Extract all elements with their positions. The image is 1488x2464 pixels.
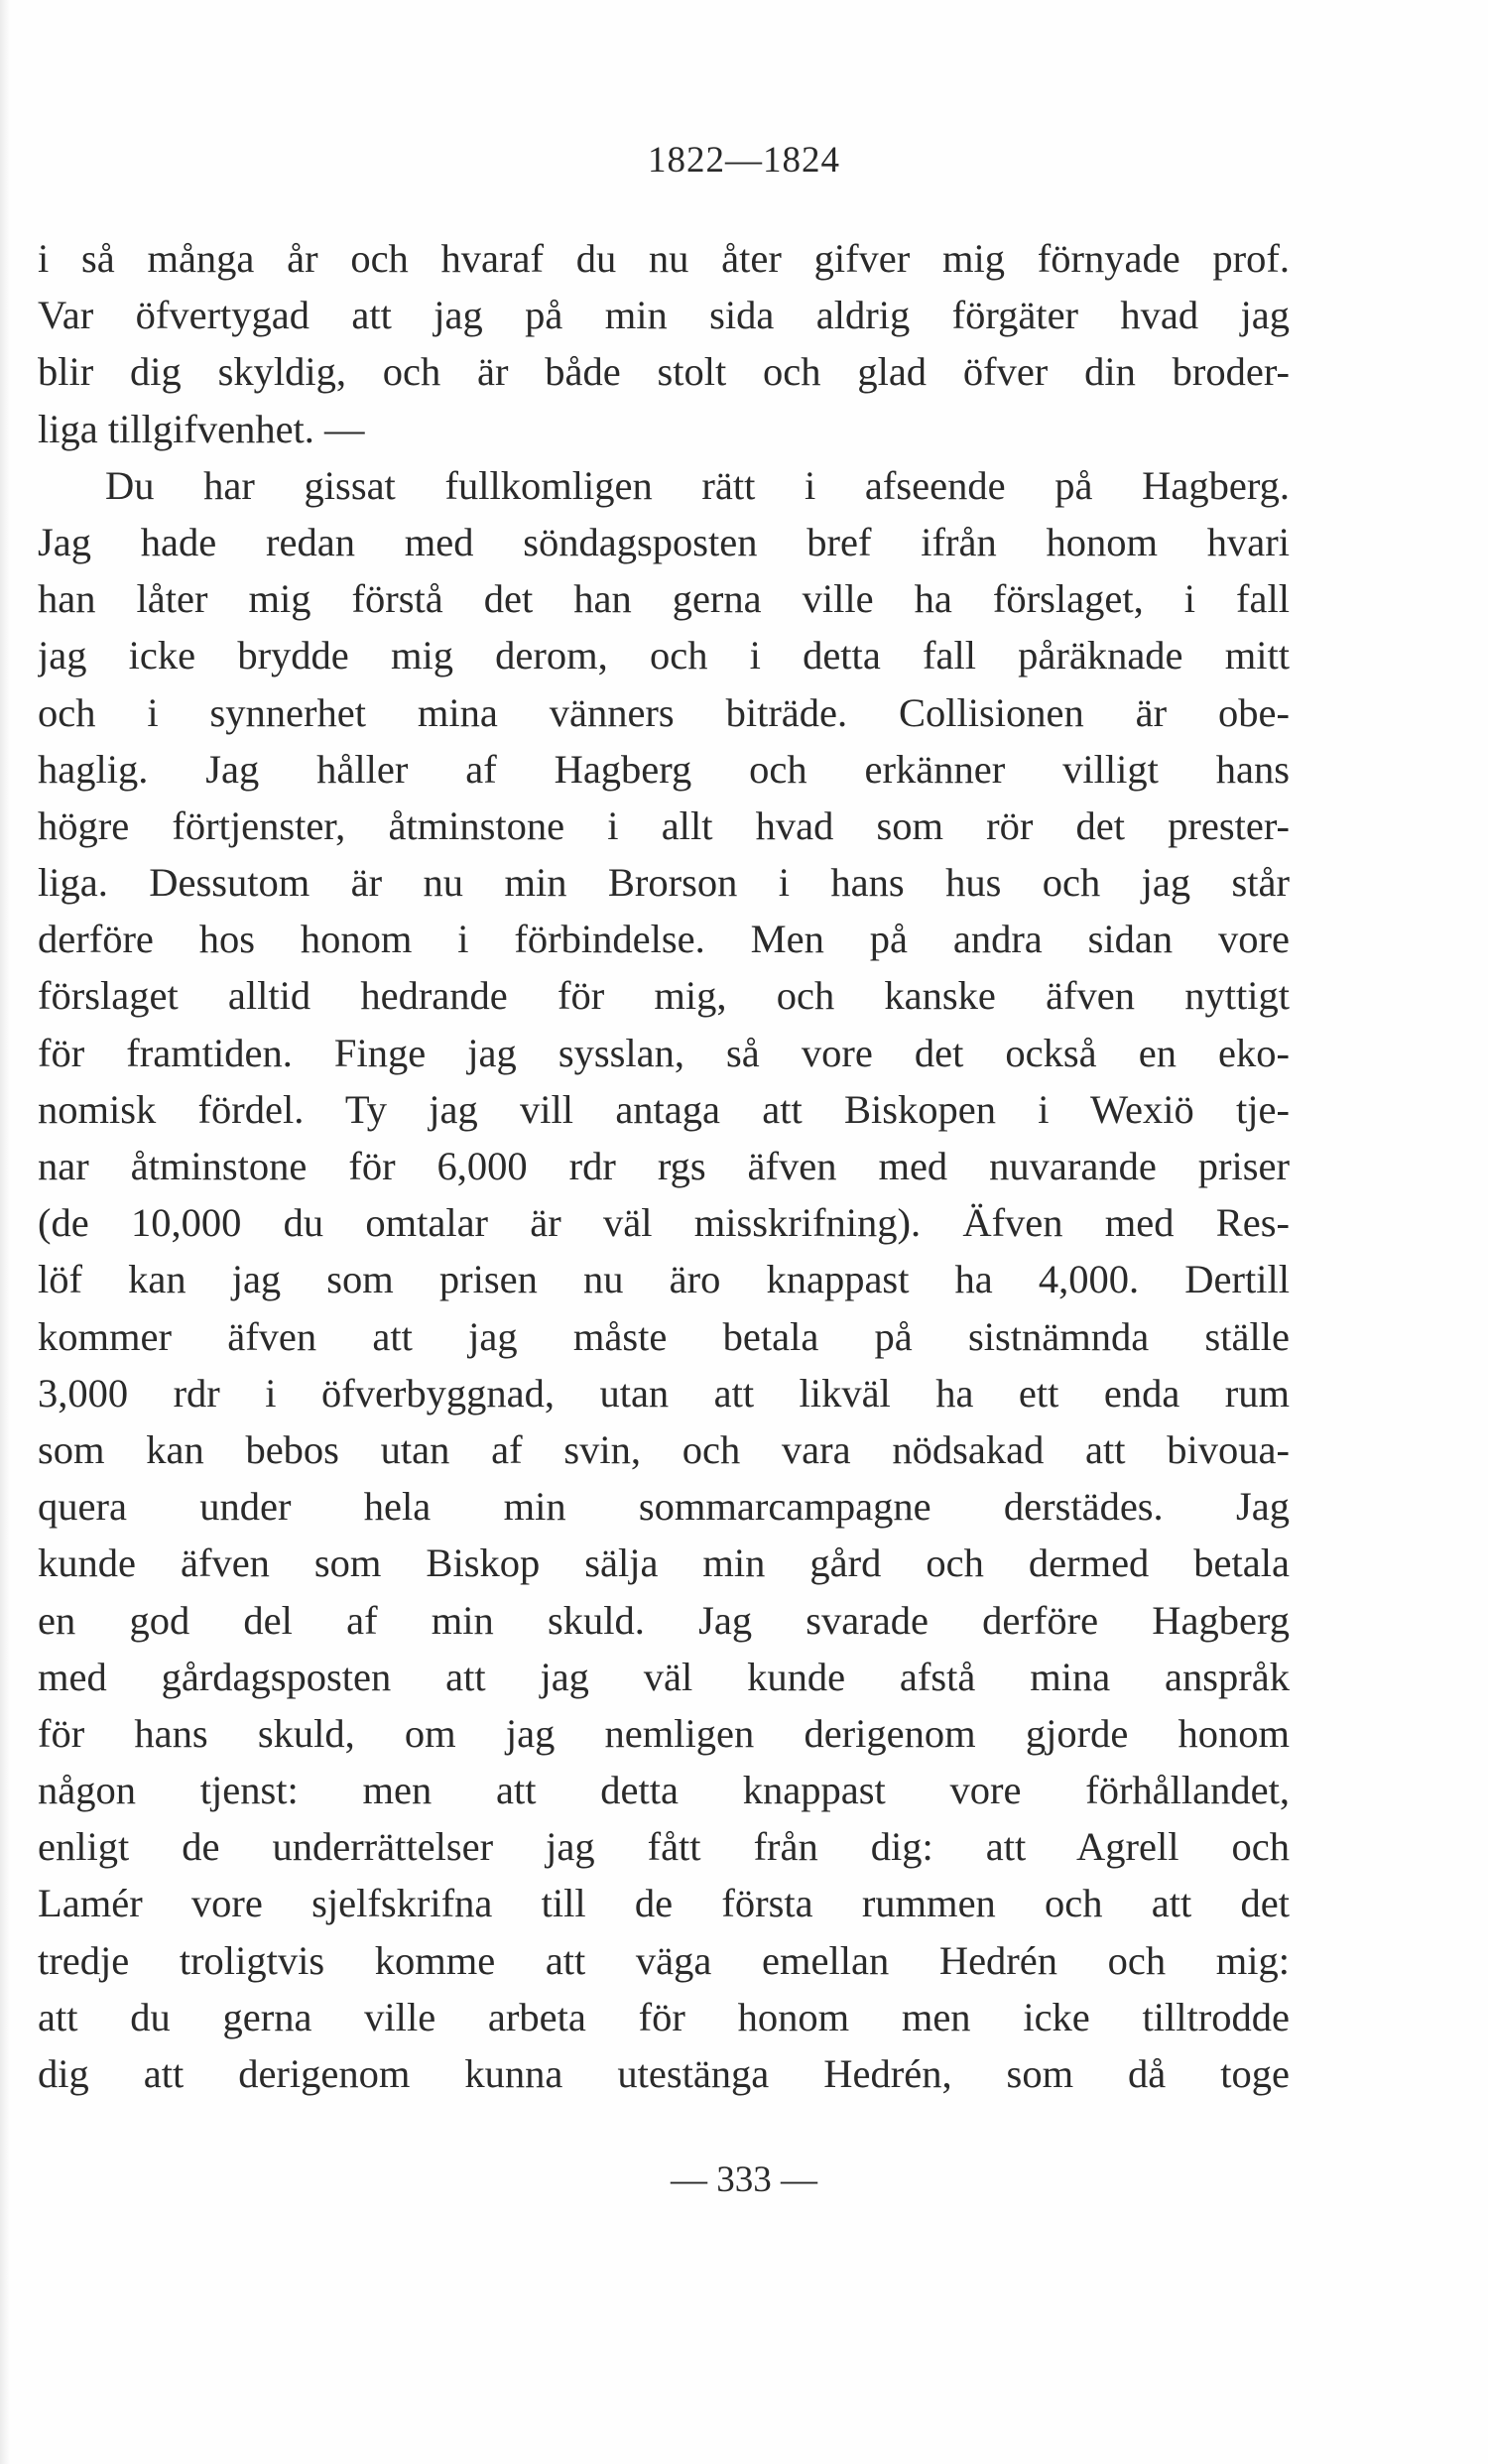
- text-line: löf kan jag som prisen nu äro knappast ha 4,000. Dertill: [38, 1257, 1290, 1302]
- text-line: Lamér vore sjelfskrifna till de första rummen och att det: [38, 1881, 1290, 1926]
- text-line: att du gerna ville arbeta för honom men icke tilltrodde: [38, 1994, 1290, 2039]
- text-line: Jag hade redan med söndagsposten bref ifrån honom hvari: [38, 519, 1290, 564]
- text-line: derföre hos honom i förbindelse. Men på andra sidan vore: [38, 917, 1290, 962]
- text-line: liga tillgifvenhet. —: [38, 406, 365, 451]
- text-line: kommer äfven att jag måste betala på sistnämnda ställe: [38, 1313, 1290, 1359]
- text-line: i så många år och hvaraf du nu åter gifver mig förnyade prof.: [38, 236, 1290, 281]
- text-line: liga. Dessutom är nu min Brorson i hans hus och jag står: [38, 860, 1290, 906]
- page-edge-shadow: [0, 0, 10, 2464]
- text-line: och i synnerhet mina vänners biträde. Collisionen är obe-: [38, 689, 1290, 735]
- page-number: — 333 —: [671, 2159, 817, 2200]
- text-line: förslaget alltid hedrande för mig, och kanske äfven nyttigt: [38, 973, 1290, 1019]
- running-head: 1822—1824: [648, 140, 840, 181]
- text-line: (de 10,000 du omtalar är väl misskrifning). Äfven med Res-: [38, 1200, 1290, 1246]
- text-line: nar åtminstone för 6,000 rdr rgs äfven med nuvarande priser: [38, 1144, 1290, 1188]
- text-line: med gårdagsposten att jag väl kunde afstå mina anspråk: [38, 1654, 1290, 1699]
- text-line: quera under hela min sommarcampagne derstädes. Jag: [38, 1484, 1290, 1530]
- text-line: nomisk fördel. Ty jag vill antaga att Biskopen i Wexiö tje-: [38, 1086, 1290, 1132]
- text-line: Du har gissat fullkomligen rätt i afseende på Hagberg.: [105, 462, 1290, 508]
- text-line: haglig. Jag håller af Hagberg och erkänner villigt hans: [38, 746, 1290, 792]
- text-line: blir dig skyldig, och är både stolt och glad öfver din broder-: [38, 349, 1290, 395]
- text-line: högre förtjenster, åtminstone i allt hvad som rör det prester-: [38, 802, 1290, 848]
- text-line: 3,000 rdr i öfverbyggnad, utan att likväl ha ett enda rum: [38, 1370, 1290, 1416]
- text-line: tredje troligtvis komme att väga emellan Hedrén och mig:: [38, 1937, 1290, 1983]
- text-line: kunde äfven som Biskop sälja min gård och dermed betala: [38, 1540, 1290, 1586]
- text-line: för hans skuld, om jag nemligen derigenom gjorde honom: [38, 1710, 1290, 1756]
- text-line: en god del af min skuld. Jag svarade derföre Hagberg: [38, 1597, 1290, 1643]
- text-line: som kan bebos utan af svin, och vara nödsakad att bivoua-: [38, 1426, 1290, 1472]
- text-line: för framtiden. Finge jag sysslan, så vore det också en eko-: [38, 1030, 1290, 1075]
- text-line: Var öfvertygad att jag på min sida aldrig förgäter hvad jag: [38, 293, 1290, 338]
- text-line: någon tjenst: men att detta knappast vore förhållandet,: [38, 1768, 1290, 1813]
- text-line: enligt de underrättelser jag fått från dig: att Agrell och: [38, 1824, 1290, 1870]
- text-line: han låter mig förstå det han gerna ville ha förslaget, i fall: [38, 576, 1290, 622]
- body-text: [38, 230, 1290, 2102]
- text-line: jag icke brydde mig derom, och i detta fall påräknade mitt: [38, 633, 1290, 678]
- text-line: dig att derigenom kunna utestänga Hedrén, som då toge: [38, 2051, 1290, 2096]
